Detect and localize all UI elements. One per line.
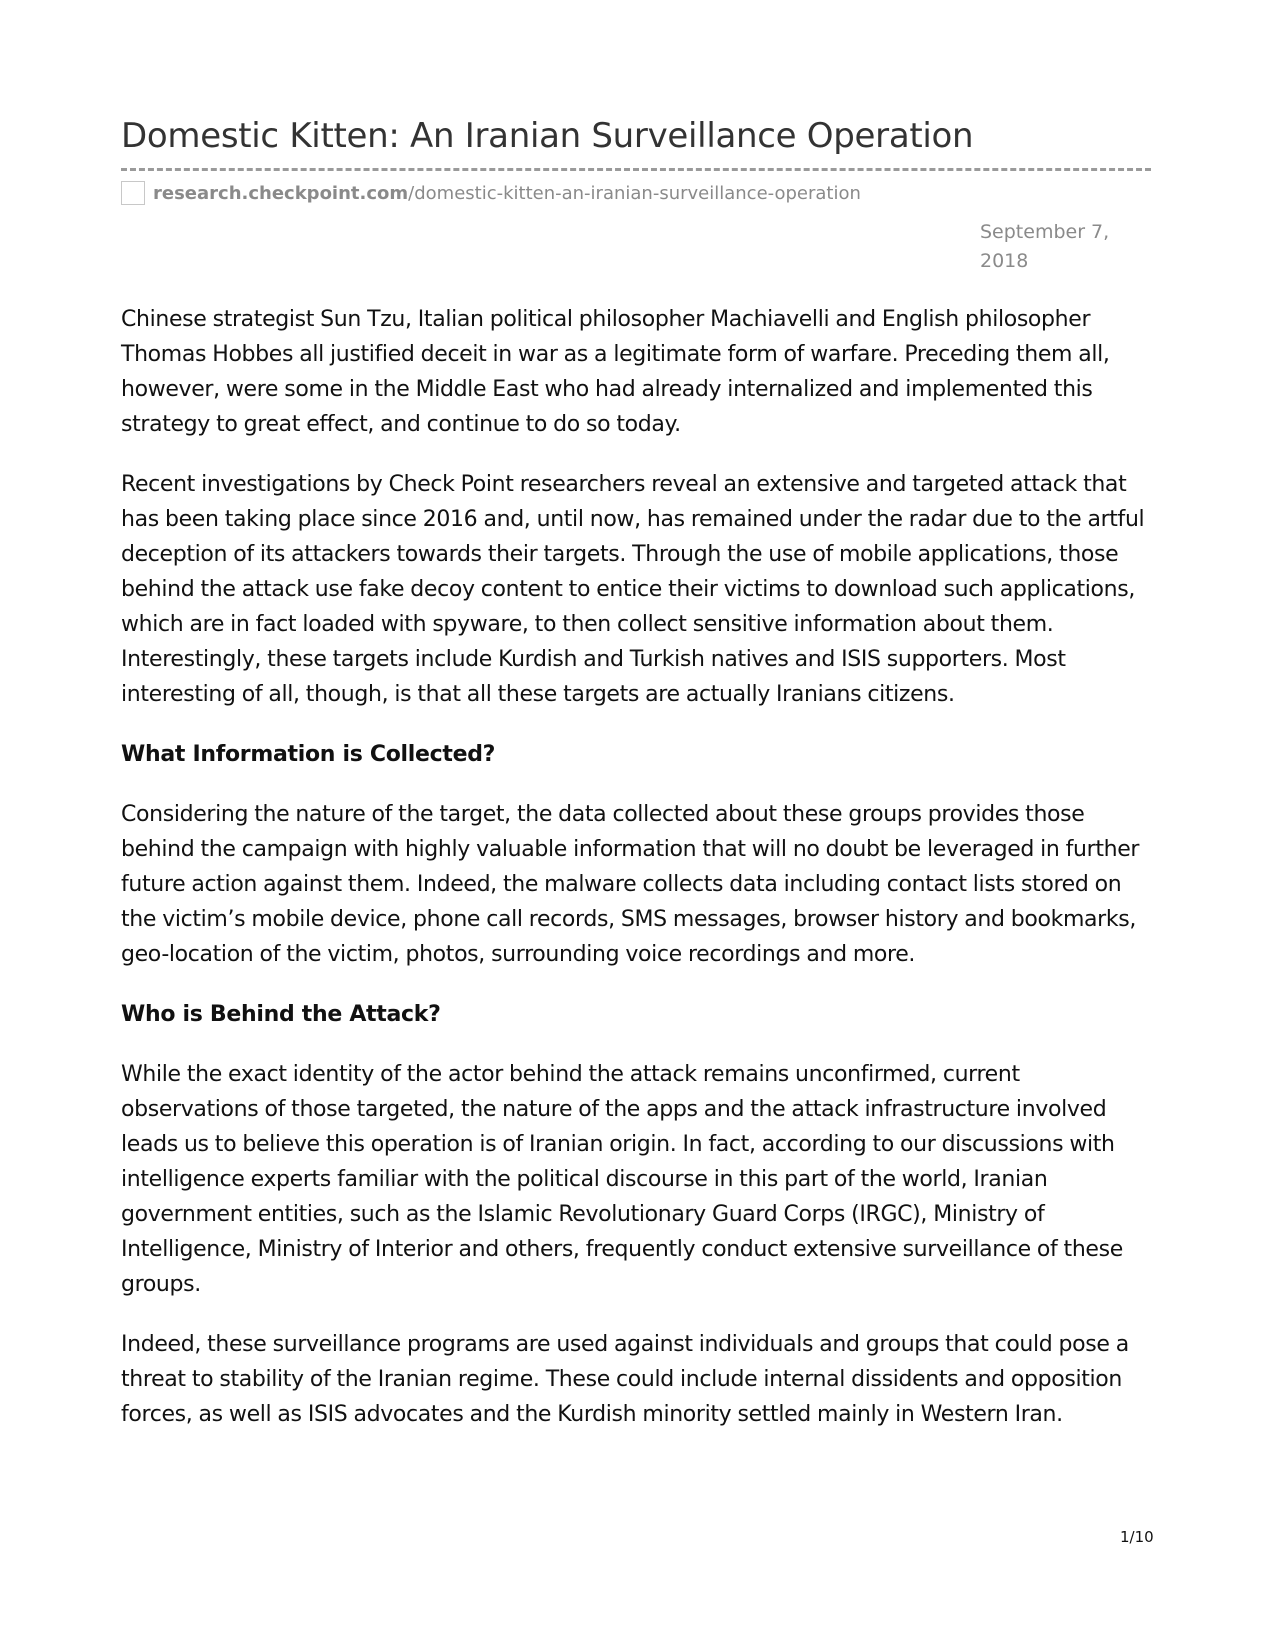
publish-date-line2: 2018	[980, 250, 1029, 272]
page-number: 1/10	[1120, 1528, 1154, 1546]
section-heading: Who is Behind the Attack?	[121, 1002, 441, 1027]
publish-date	[980, 218, 1130, 276]
paragraph: Indeed, these surveillance programs are used against individuals and groups that could pose a threat to stability of the Iranian regime. These could include internal dissidents and opposition forces, as well as ISIS advocates and the Kurdish minority settled mainly in Western Iran.	[121, 1332, 1129, 1427]
publish-date-line1: September 7,	[980, 221, 1110, 243]
source-path: /domestic-kitten-an-iranian-surveillance-operation	[408, 182, 861, 204]
paragraph: Considering the nature of the target, the data collected about these groups provides those behind the campaign with highly valuable information that will no doubt be leveraged in further future action against them. Indeed, the malware collects data including contact lists stored on the victim’s mobile device, phone call records, SMS messages, browser history and bookmarks, geo-location of the victim, photos, surrounding voice recordings and more.	[121, 802, 1140, 967]
paragraph: Chinese strategist Sun Tzu, Italian political philosopher Machiavelli and English philosopher Thomas Hobbes all justified deceit in war as a legitimate form of warfare. Preceding them all, however, were some in the Middle East who had already internalized and implemented this strategy to great effect, and continue to do so today.	[121, 307, 1110, 437]
paragraph: While the exact identity of the actor behind the attack remains unconfirmed, current observations of those targeted, the nature of the apps and the attack infrastructure involved leads us to believe this operation is of Iranian origin. In fact, according to our discussions with intelligence experts familiar with the political discourse in this part of the world, Iranian government entities, such as the Islamic Revolutionary Guard Corps (IRGC), Ministry of Intelligence, Ministry of Interior and others, frequently conduct extensive surveillance of these groups.	[121, 1062, 1123, 1297]
favicon-icon	[121, 181, 145, 205]
page-title: Domestic Kitten: An Iranian Surveillance Operation	[121, 116, 974, 156]
paragraph: Recent investigations by Check Point researchers reveal an extensive and targeted attack that has been taking place since 2016 and, until now, has remained under the radar due to the artful deception of its attackers towards their targets. Through the use of mobile applications, those behind the attack use fake decoy content to entice their victims to download such applications, which are in fact loaded with spyware, to then collect sensitive information about them. Interestingly, these targets include Kurdish and Turkish natives and ISIS supporters. Most interesting of all, though, is that all these targets are actually Iranians citizens.	[121, 472, 1145, 707]
source-domain: research.checkpoint.com	[153, 182, 409, 204]
title-divider	[121, 168, 1151, 171]
section-heading: What Information is Collected?	[121, 742, 496, 767]
article-body	[121, 302, 1161, 1457]
source-link[interactable]	[121, 180, 861, 206]
